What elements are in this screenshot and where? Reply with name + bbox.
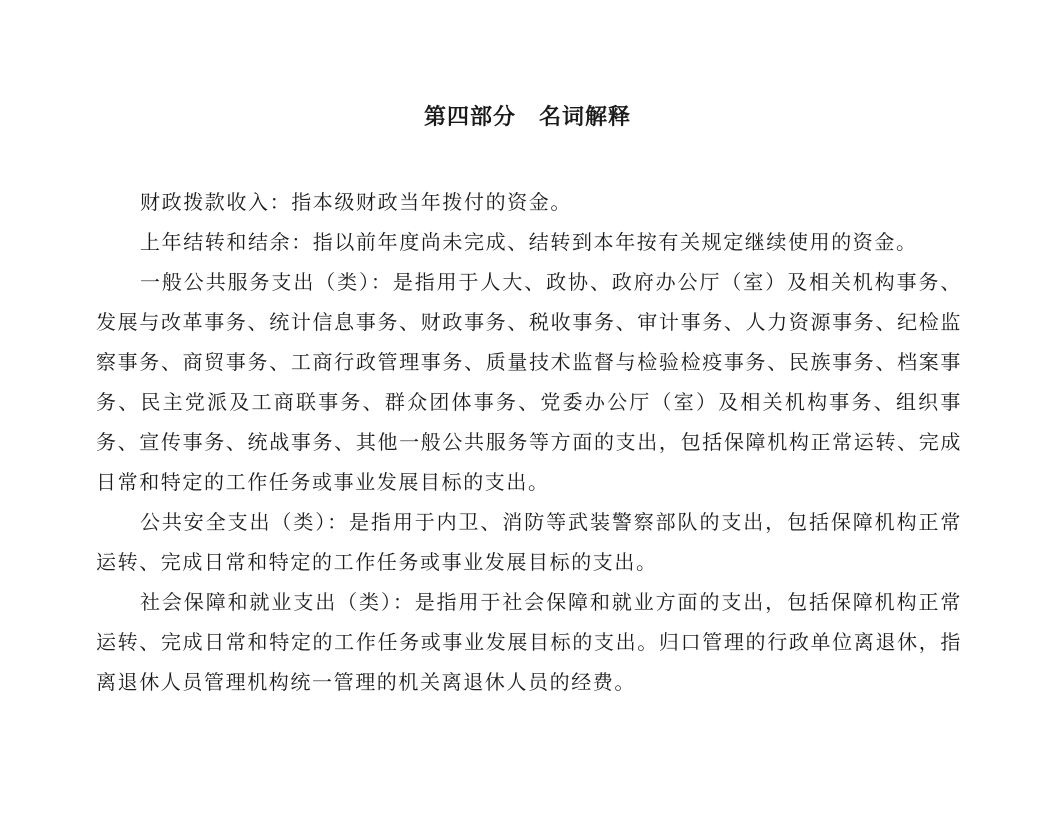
document-body (96, 182, 962, 702)
paragraph-social-security-employment: 社会保障和就业支出（类）：是指用于社会保障和就业方面的支出，包括保障机构正常运转、完成日常和特定的工作任务或事业发展目标的支出。归口管理的行政单位离退休，指离退休人员管理机构统一管理的机关离退休人员的经费。 (96, 590, 962, 694)
paragraph-fiscal-appropriation-income: 财政拨款收入：指本级财政当年拨付的资金。 (140, 190, 572, 214)
paragraph-prior-year-carryover: 上年结转和结余：指以前年度尚未完成、结转到本年按有关规定继续使用的资金。 (140, 230, 918, 254)
paragraph-public-security: 公共安全支出（类）：是指用于内卫、消防等武装警察部队的支出，包括保障机构正常运转、完成日常和特定的工作任务或事业发展目标的支出。 (96, 510, 962, 574)
section-title: 第四部分 名词解释 (423, 105, 631, 130)
paragraph-general-public-services: 一般公共服务支出（类）：是指用于人大、政协、政府办公厅（室）及相关机构事务、发展与改革事务、统计信息事务、财政事务、税收事务、审计事务、人力资源事务、纪检监察事务、商贸事务、工商行政管理事务、质量技术监督与检验检疫事务、民族事务、档案事务、民主党派及工商联事务、群众团体事务、党委办公厅（室）及相关机构事务、组织事务、宣传事务、统战事务、其他一般公共服务等方面的支出，包括保障机构正常运转、完成日常和特定的工作任务或事业发展目标的支出。 (96, 270, 962, 494)
